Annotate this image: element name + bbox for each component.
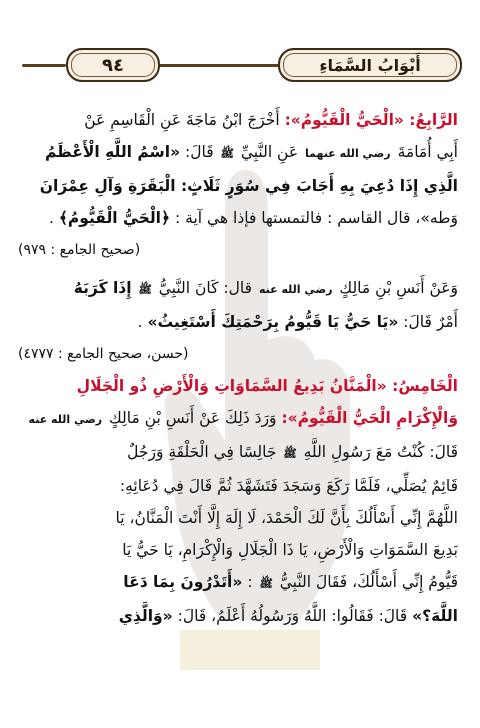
text-line: الَّذِي إِذَا دُعِيَ بِهِ أَجَابَ فِي سُوَرٍ ثَلَاثٍ: الْبَقَرَةِ وَآلِ عِمْرَانَ: [39, 177, 458, 195]
text-span: قَالَ: فَقَالُوا: اللَّهُ وَرَسُولُهُ أَعْلَمُ، قَالَ:: [177, 607, 408, 625]
honorific-glyph: ﷺ: [259, 577, 273, 590]
text-line: [18, 202, 458, 234]
honorific-glyph: ﷺ: [138, 283, 152, 296]
text-span: إِذَا كَرَبَهُ: [73, 279, 132, 297]
text-span: وَطه»، قال القاسم : فالتمستها فإذا هي آية :: [175, 209, 458, 227]
text-line: [18, 600, 458, 632]
text-line: اللَّهُمَّ إِنِّي أَسْأَلُكَ بِأَنَّ لَكَ الْحَمْدَ، لَا إِلَهَ إِلَّا أَنْتَ الْمَنَّانُ، يَا: [115, 509, 458, 527]
text-span: أَمْرٌ قَالَ:: [403, 313, 458, 331]
text-span: قَيُّومُ إِنِّي أَسْأَلُكَ، فَقَالَ النَّبِيُّ: [279, 573, 458, 591]
section-heading: الْخَامِسُ: «الْمَنَّانُ بَدِيعُ السَّمَاوَاتِ وَالْأَرْضِ ذُو الْجَلَالِ: [76, 377, 458, 395]
hadith-quote: «اسْمُ اللَّهِ الْأَعْظَمُ: [45, 143, 181, 161]
text-line: [18, 566, 458, 600]
header-rule-center: [154, 64, 290, 67]
text-span: عَنِ النَّبِيِّ: [240, 143, 299, 161]
honorific-glyph: رضي الله عنهما: [305, 147, 391, 160]
text-span: :: [247, 573, 253, 591]
hadith-reference: [18, 338, 458, 370]
chapter-title: أَبْوَابُ السَّمَاءِ: [278, 48, 462, 82]
hadith-quote: «يَا حَيُّ يَا قَيُّومُ بِرَحْمَتِكَ أَسْتَغِيثُ»: [147, 313, 399, 331]
text-line: [18, 436, 458, 470]
honorific-glyph: رضي الله عنه: [258, 283, 333, 296]
section-heading-cont: وَالْإِكْرَامِ الْحَيُّ الْقَيُّومُ»:: [281, 409, 458, 427]
text-span: قال: كَانَ النَّبِيُّ: [158, 279, 252, 297]
text-span: أَخْرَجَ ابْنُ مَاجَةَ عَنِ الْقَاسِمِ عَنْ: [84, 111, 280, 129]
honorific-glyph: رضي الله عنه: [28, 413, 103, 426]
hadith-reference: [18, 234, 458, 266]
text-line: [18, 272, 458, 306]
hadith-quote: «أَتَدْرُونَ بِمَا دَعَا: [123, 573, 243, 591]
section-heading: الرَّابِعُ: «الْحَيُّ الْقَيُّومُ»:: [284, 111, 458, 129]
text-span: وَعَنْ أَنَسِ بْنِ مَالِكٍ: [339, 279, 458, 297]
hadith-quote: اللَّهَ؟»: [412, 607, 458, 625]
page-header: [22, 42, 462, 90]
text-span: جَالِسًا فِي الْحَلْقَةِ وَرَجُلٌ: [127, 443, 277, 461]
text-span: قَالَ:: [185, 143, 214, 161]
text-span: أَبِي أُمَامَةَ: [397, 143, 458, 161]
reference-text: (صحيح الجامع : ٩٧٩): [18, 242, 141, 258]
hadith-quote: «وَالَّذِي: [118, 607, 173, 625]
honorific-glyph: ﷺ: [283, 447, 297, 460]
text-line: بَدِيعَ السَّمَوَاتِ وَالْأَرْضِ، يَا ذَا الْجَلَالِ وَالْإِكْرَامِ، يَا حَيُّ يَا: [122, 541, 458, 559]
text-line: قَائِمٌ يُصَلِّي، فَلَمَّا رَكَعَ وَسَجَدَ فَتَشَهَّدَ ثُمَّ قَالَ فِي دُعَائِهِ:: [119, 477, 458, 495]
reference-text: (حسن، صحيح الجامع : ٤٧٧٧): [18, 346, 189, 362]
page-body: [18, 104, 458, 632]
text-line: [18, 306, 458, 338]
text-line: [18, 136, 458, 170]
honorific-glyph: ﷺ: [220, 147, 234, 160]
text-span: قَالَ: كُنْتُ مَعَ رَسُولِ اللَّهِ: [303, 443, 458, 461]
text-line: [18, 402, 458, 436]
text-span: وَرَدَ ذَلِكَ عَنْ أَنَسِ بْنِ مَالِكٍ: [108, 409, 277, 427]
header-rule-left: [22, 64, 66, 67]
quran-quote: ﴿الْحَيُّ الْقَيُّومُ﴾: [58, 209, 171, 227]
text-line: [18, 104, 458, 136]
text-span: .: [48, 209, 54, 227]
page-number: ٩٤: [66, 48, 160, 82]
text-span: .: [137, 313, 143, 331]
